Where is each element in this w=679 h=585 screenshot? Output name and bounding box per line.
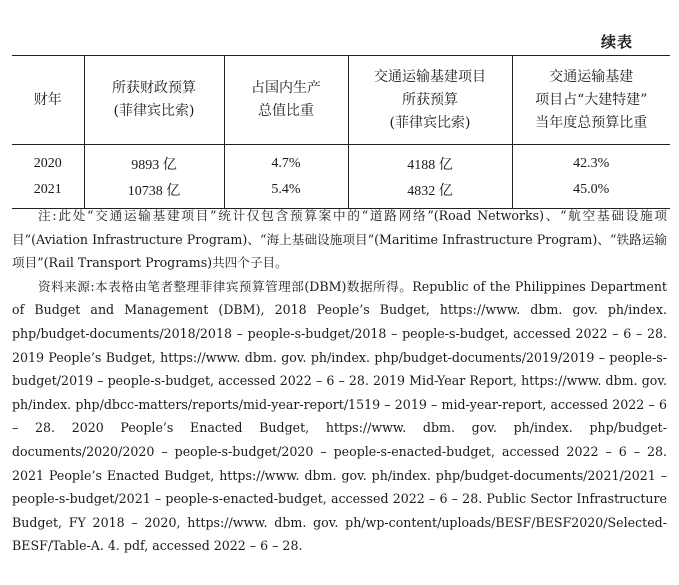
header-budget-received: 所获财政预算 (菲律宾比索) (84, 56, 224, 145)
note-paragraph: 注:此处“交通运输基建项目”统计仅包含预算案中的“道路网络”(Road Networks)、“航空基础设施项目”(Aviation Infrastructure Program)、“海上基础设施项目”(Maritime Infrastructure Program)、“铁路运输项目”(Rail Transport Programs)共四个子目。 (12, 208, 667, 271)
cell-year: 2021 (33, 182, 62, 197)
header-transport-budget: 交通运输基建项目 所获预算 (菲律宾比索) (348, 56, 512, 145)
table-header-row (12, 56, 670, 145)
cell-budget: 9893 亿 (84, 145, 224, 178)
table-row (12, 145, 670, 178)
source-paragraph: 资料来源:本表格由笔者整理菲律宾预算管理部(DBM)数据所得。Republic of the Philippines Department of Budget and Management (DBM), 2018 People’s Budget, https://www. dbm. gov. ph/index. php/budget-documents/2018/2018 – people-s-budget/2018 – people-s-budget, accessed 2022 – 6 – 28. 2019 People’s Budget, https://www. dbm. gov. ph/index. php/budget-documents/2019/2019 – people-s-budget/2019 – people-s-budget, accessed 2022 – 6 – 28. 2019 Mid-Year Report, https://www. dbm. gov. ph/index. php/dbcc-matters/reports/mid-year-report/1519 – 2019 – mid-year-report, accessed 2022 – 6 – 28. 2020 People’s Enacted Budget, https://www. dbm. gov. ph/index. php/budget-documents/2020/2020 – people-s-budget/2020 – people-s-enacted-budget, accessed 2022 – 6 – 28. 2021 People’s Enacted Budget, https://www. dbm. gov. ph/index. php/budget-documents/2021/2021 – people-s-budget/2021 – people-s-enacted-budget, accessed 2022 – 6 – 28. Public Sector Infrastructure Budget, FY 2018 – 2020, https://www. dbm. gov. ph/wp-content/uploads/BESF/BESF2020/Selected-BESF/Table-A. 4. pdf, accessed 2022 – 6 – 28. (12, 278, 667, 554)
budget-table (12, 55, 670, 209)
cell-year: 2020 (33, 156, 62, 171)
continued-label: 续表 (600, 33, 633, 51)
cell-transport-budget: 4188 亿 (348, 145, 512, 178)
cell-transport-budget: 4832 亿 (348, 177, 512, 209)
cell-gdp-share: 5.4% (224, 177, 348, 209)
cell-transport-share: 42.3% (512, 145, 670, 178)
header-fiscal-year: 财年 (33, 91, 62, 108)
cell-budget: 10738 亿 (84, 177, 224, 209)
cell-transport-share: 45.0% (512, 177, 670, 209)
header-gdp-share: 占国内生产 总值比重 (224, 56, 348, 145)
cell-gdp-share: 4.7% (224, 145, 348, 178)
header-transport-share: 交通运输基建 项目占“大建特建” 当年度总预算比重 (512, 56, 670, 145)
table-notes (12, 204, 667, 558)
